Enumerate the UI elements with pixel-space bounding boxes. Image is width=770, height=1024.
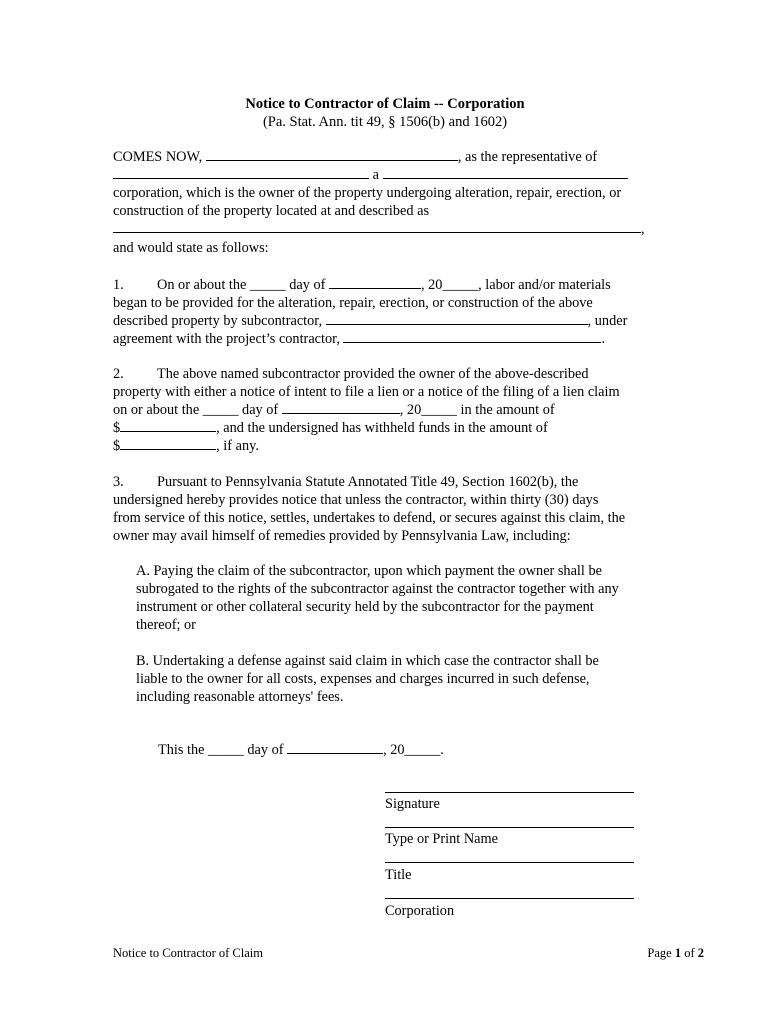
para2-line-1: 2. The above named subcontractor provided the owner of the above-described — [113, 366, 589, 382]
para1-line-2: began to be provided for the alteration, repair, erection, or construction of the above — [113, 295, 593, 311]
property-description-blank[interactable] — [113, 220, 641, 233]
intro-line-6: and would state as follows: — [113, 240, 269, 256]
lien-amount-blank[interactable] — [120, 419, 216, 432]
para3-line-1: 3. Pursuant to Pennsylvania Statute Annotated Title 49, Section 1602(b), the — [113, 474, 579, 490]
print-name-line[interactable] — [385, 827, 634, 828]
para3-line-4: owner may avail himself of remedies provided by Pennsylvania Law, including: — [113, 528, 571, 544]
subcontractor-blank[interactable] — [326, 312, 588, 325]
document-title: Notice to Contractor of Claim -- Corporation — [245, 96, 525, 112]
intro-line-1: COMES NOW, , as the representative of — [113, 149, 598, 165]
representative-name-blank[interactable] — [206, 148, 458, 161]
title-label: Title — [385, 867, 412, 883]
itemB-line-2: liable to the owner for all costs, expenses and charges incurred in such defense, — [136, 671, 590, 687]
para2-line-2: property with either a notice of intent to file a lien or a notice of the filing of a lien claim — [113, 384, 620, 400]
dated-line: This the _____ day of , 20_____. — [158, 742, 444, 758]
footer-page-number: Page 1 of 2 — [647, 946, 704, 960]
signature-line[interactable] — [385, 792, 634, 793]
para2-line-4: $ , and the undersigned has withheld funds in the amount of — [113, 420, 548, 436]
print-name-label: Type or Print Name — [385, 831, 498, 847]
intro-line-5: , — [113, 220, 658, 238]
para3-line-3: from service of this notice, settles, undertakes to defend, or secures against this claim, the — [113, 510, 626, 526]
signature-label: Signature — [385, 796, 440, 812]
month-blank-1[interactable] — [329, 276, 421, 289]
title-line[interactable] — [385, 862, 634, 863]
corporation-line[interactable] — [385, 898, 634, 899]
corporation-label: Corporation — [385, 903, 455, 919]
intro-line-4: construction of the property located at and described as — [113, 203, 430, 219]
intro-line-2: a — [113, 166, 658, 184]
withheld-amount-blank[interactable] — [120, 437, 216, 450]
para2-line-3: on or about the _____ day of , 20_____ in the amount of — [113, 402, 555, 418]
corporation-name-blank[interactable] — [113, 166, 369, 179]
itemA-line-1: A. Paying the claim of the subcontractor, upon which payment the owner shall be — [136, 563, 602, 579]
footer-document-name: Notice to Contractor of Claim — [113, 946, 263, 960]
intro-line-3: corporation, which is the owner of the property undergoing alteration, repair, erection, or — [113, 185, 622, 201]
para1-line-3: described property by subcontractor, , under — [113, 313, 628, 329]
itemA-line-3: instrument or other collateral security held by the subcontractor for the payment — [136, 599, 594, 615]
itemA-line-2: subrogated to the rights of the subcontractor against the contractor together with any — [136, 581, 619, 597]
itemB-line-3: including reasonable attorneys' fees. — [136, 689, 344, 705]
signed-month-blank[interactable] — [287, 741, 383, 754]
para1-line-4: agreement with the project’s contractor, . — [113, 331, 606, 347]
itemA-line-4: thereof; or — [136, 617, 196, 633]
document-subtitle: (Pa. Stat. Ann. tit 49, § 1506(b) and 1602) — [262, 114, 508, 130]
month-blank-2[interactable] — [282, 401, 400, 414]
state-of-incorporation-blank[interactable] — [383, 166, 628, 179]
contractor-blank[interactable] — [343, 330, 601, 343]
para1-line-1: 1. On or about the _____ day of , 20_____, labor and/or materials — [113, 277, 611, 293]
para3-line-2: undersigned hereby provides notice that unless the contractor, within thirty (30) days — [113, 492, 599, 508]
para2-line-5: $ , if any. — [113, 438, 259, 454]
itemB-line-1: B. Undertaking a defense against said claim in which case the contractor shall be — [136, 653, 599, 669]
